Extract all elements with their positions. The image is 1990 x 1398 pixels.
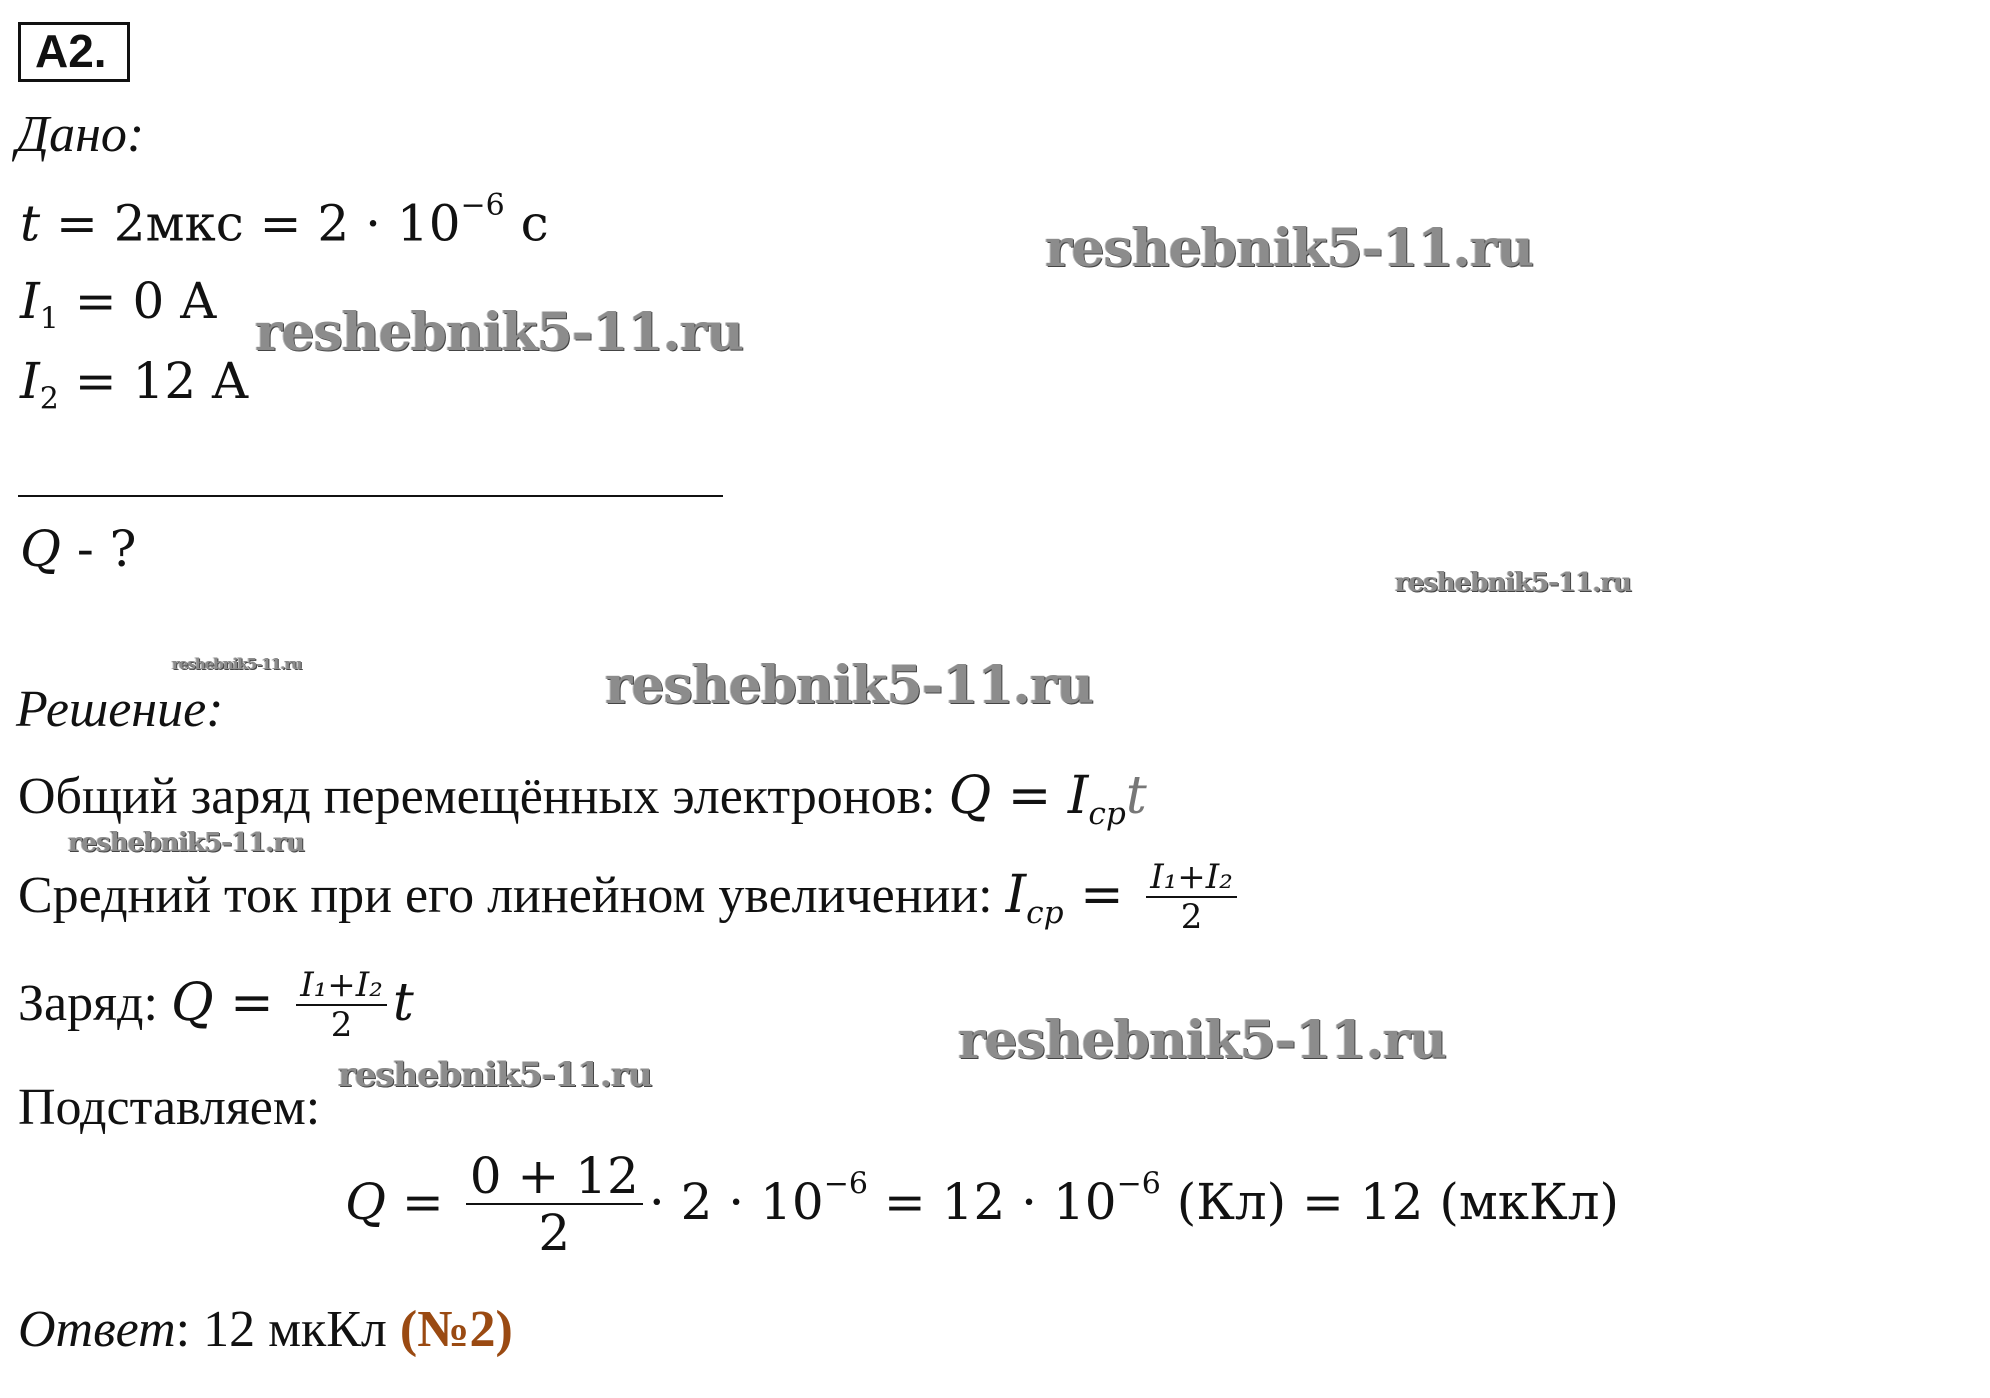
formula-tail-1: · 2 · 10 <box>648 1173 824 1231</box>
formula-numerator: 0 + 12 <box>466 1150 643 1205</box>
line3-numerator: I₁+I₂ <box>296 968 387 1006</box>
find-question: - ? <box>61 520 137 578</box>
answer-tag: (№2) <box>399 1301 513 1358</box>
line1-i: I <box>1067 766 1089 826</box>
line3-fraction <box>296 965 387 1045</box>
line3-text: Заряд: <box>18 974 171 1032</box>
solution-line-3 <box>18 965 414 1045</box>
line3-denominator: 2 <box>330 1004 353 1045</box>
formula-exp-2: −6 <box>1116 1166 1161 1202</box>
watermark: reshebnik5-11.ru <box>605 655 1094 716</box>
line3-q: Q <box>170 972 214 1033</box>
given-divider <box>18 495 723 497</box>
line2-eq: = <box>1063 864 1141 925</box>
solution-line-2 <box>18 857 1243 937</box>
line1-eq: = <box>991 766 1068 826</box>
watermark: reshebnik5-11.ru <box>338 1055 652 1095</box>
i1-sub: 1 <box>39 301 59 337</box>
line1-t: t <box>1125 766 1147 826</box>
formula-denominator: 2 <box>538 1203 571 1262</box>
line3-t: t <box>392 972 414 1033</box>
time-exponent: −6 <box>460 188 505 223</box>
given-current-1 <box>20 272 216 337</box>
watermark: reshebnik5-11.ru <box>68 828 305 858</box>
given-current-2 <box>20 352 248 417</box>
solution-line-4: Подставляем: <box>18 1079 321 1136</box>
solution-line-1 <box>18 766 1147 832</box>
time-unit: с <box>504 194 549 253</box>
formula-q: Q <box>345 1173 386 1231</box>
problem-label: A2. <box>18 22 130 82</box>
watermark: reshebnik5-11.ru <box>1395 568 1632 598</box>
main-formula <box>345 1147 1619 1262</box>
answer-value: 12 мкКл <box>190 1301 400 1358</box>
line1-isub: ср <box>1088 795 1126 832</box>
watermark: reshebnik5-11.ru <box>172 655 302 673</box>
formula-tail-3: (Кл) = 12 (мкКл) <box>1160 1173 1619 1231</box>
line2-isub: ср <box>1026 894 1064 931</box>
line1-q: Q <box>948 766 992 826</box>
watermark: reshebnik5-11.ru <box>958 1010 1447 1071</box>
i2-sub: 2 <box>39 381 59 417</box>
time-value: = 2мкс = 2 · 10 <box>40 194 461 253</box>
line2-denominator: 2 <box>1180 896 1203 937</box>
watermark: reshebnik5-11.ru <box>1045 218 1534 279</box>
i2-var: I <box>20 352 40 410</box>
answer-label: Ответ <box>18 1301 176 1358</box>
formula-eq: = <box>386 1173 460 1231</box>
given-heading: Дано: <box>16 106 145 163</box>
watermark: reshebnik5-11.ru <box>255 302 744 363</box>
line2-fraction <box>1146 857 1237 937</box>
line2-i: I <box>1005 864 1027 925</box>
formula-fraction <box>466 1147 643 1262</box>
line2-numerator: I₁+I₂ <box>1146 860 1237 898</box>
line2-text: Средний ток при его линейном увеличении: <box>18 866 1006 924</box>
formula-exp-1: −6 <box>823 1166 868 1202</box>
find-var: Q <box>20 520 61 578</box>
i2-value: = 12 A <box>58 352 249 410</box>
answer-line <box>18 1300 513 1359</box>
given-time <box>20 188 549 253</box>
line3-eq: = <box>213 972 291 1033</box>
time-var: t <box>20 194 41 253</box>
line1-text: Общий заряд перемещённых электронов: <box>18 768 949 825</box>
solution-heading: Решение: <box>16 681 224 738</box>
answer-colon: : <box>175 1301 191 1358</box>
i1-value: = 0 A <box>58 272 217 330</box>
find-line <box>20 520 137 578</box>
formula-tail-2: = 12 · 10 <box>867 1173 1117 1231</box>
i1-var: I <box>20 272 40 330</box>
